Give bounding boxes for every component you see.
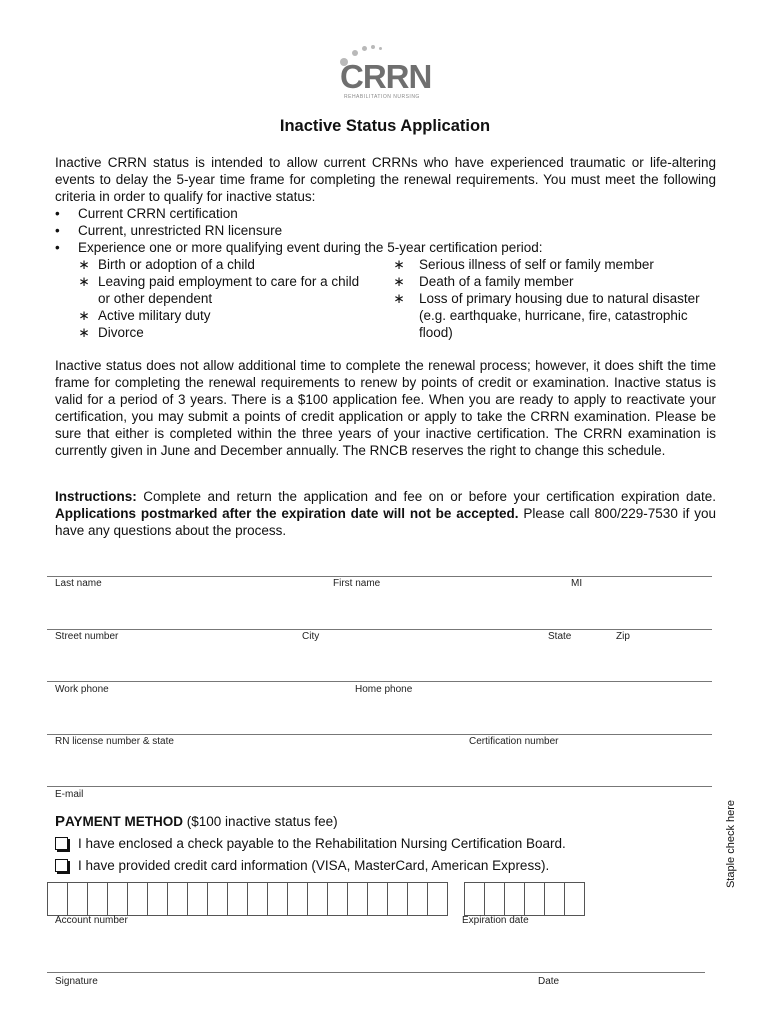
home-phone-field[interactable]: Home phone [355, 684, 413, 695]
entry-box[interactable] [387, 882, 408, 916]
state-field[interactable]: State [548, 631, 572, 642]
entry-box[interactable] [167, 882, 188, 916]
asterisk-icon: ∗ [393, 274, 405, 289]
form-rule [47, 734, 712, 735]
entry-box[interactable] [524, 882, 545, 916]
entry-box[interactable] [227, 882, 248, 916]
entry-box[interactable] [67, 882, 88, 916]
street-field[interactable]: Street number [55, 631, 119, 642]
page-title: Inactive Status Application [279, 117, 491, 135]
license-field[interactable]: RN license number & state [55, 736, 174, 747]
entry-box[interactable] [407, 882, 428, 916]
email-field[interactable]: E-mail [55, 789, 84, 800]
entry-box[interactable] [187, 882, 208, 916]
form-rule [47, 629, 712, 630]
entry-box[interactable] [347, 882, 368, 916]
signature-field[interactable]: Signature [55, 976, 98, 987]
entry-box[interactable] [247, 882, 268, 916]
form-rule [47, 681, 712, 682]
entry-box[interactable] [307, 882, 328, 916]
entry-box[interactable] [327, 882, 348, 916]
check-payment-checkbox[interactable] [55, 837, 68, 850]
date-field[interactable]: Date [538, 976, 560, 987]
asterisk-icon: ∗ [393, 257, 405, 272]
asterisk-icon: ∗ [78, 308, 90, 323]
logo-text: CRRN [340, 58, 432, 95]
instructions-paragraph: Instructions: Complete and return the application and fee on or before your certification expiration date. Applications postmarked after the expiration date will not be accepted. Please call 800/229-7530 if you have any questions about the process. [55, 489, 716, 538]
form-rule [47, 576, 712, 577]
mi-field[interactable]: MI [571, 578, 583, 589]
entry-box[interactable] [147, 882, 168, 916]
entry-box[interactable] [544, 882, 565, 916]
city-field[interactable]: City [302, 631, 320, 642]
crrn-logo [330, 44, 440, 104]
entry-box[interactable] [207, 882, 228, 916]
intro-paragraph: Inactive CRRN status is intended to allow current CRRNs who have experienced traumatic or life-altering events to delay the 5-year time frame for completing the renewal requirements. You must meet the following criteria in order to qualify for inactive status: [55, 155, 716, 204]
staple-check-note: Staple check here [725, 799, 737, 889]
bullet-icon: • [55, 206, 60, 221]
asterisk-icon: ∗ [78, 257, 90, 272]
expiration-date-label: Expiration date [462, 915, 529, 926]
card-payment-checkbox[interactable] [55, 859, 68, 872]
logo-tagline: REHABILITATION NURSING [344, 94, 420, 100]
work-phone-field[interactable]: Work phone [55, 684, 109, 695]
zip-field[interactable]: Zip [616, 631, 630, 642]
asterisk-icon: ∗ [78, 274, 90, 289]
form-rule [47, 786, 712, 787]
bullet-icon: • [55, 223, 60, 238]
expiration-date-boxes[interactable] [465, 882, 585, 914]
entry-box[interactable] [87, 882, 108, 916]
first-name-field[interactable]: First name [333, 578, 381, 589]
payment-method-title: PAYMENT METHOD ($100 inactive status fee) [55, 813, 338, 830]
asterisk-icon: ∗ [78, 325, 90, 340]
asterisk-icon: ∗ [393, 291, 405, 306]
entry-box[interactable] [484, 882, 505, 916]
instructions-warning: Applications postmarked after the expiration date will not be accepted. [55, 506, 519, 521]
certification-number-field[interactable]: Certification number [469, 736, 559, 747]
policy-paragraph: Inactive status does not allow additional time to complete the renewal process; however, it does shift the time frame for completing the renewal requirements to renew by points of credit or examination. Inactive status is valid for a period of 3 years. There is a $100 application fee. When you are ready to apply to reactivate your certification, you may submit a points of credit application or apply to take the CRRN examination. Please be sure that either is completed within the three years of your inactive certification. The CRRN examination is currently given in June and December annually. The RNCB reserves the right to change this schedule. [55, 358, 716, 458]
entry-box[interactable] [427, 882, 448, 916]
entry-box[interactable] [107, 882, 128, 916]
account-number-label: Account number [55, 915, 128, 926]
entry-box[interactable] [47, 882, 68, 916]
last-name-field[interactable]: Last name [55, 578, 102, 589]
entry-box[interactable] [504, 882, 525, 916]
entry-box[interactable] [127, 882, 148, 916]
account-number-boxes[interactable] [48, 882, 448, 914]
entry-box[interactable] [564, 882, 585, 916]
entry-box[interactable] [267, 882, 288, 916]
instructions-label: Instructions: [55, 489, 137, 504]
bullet-icon: • [55, 240, 60, 255]
signature-rule [47, 972, 705, 973]
entry-box[interactable] [367, 882, 388, 916]
entry-box[interactable] [464, 882, 485, 916]
entry-box[interactable] [287, 882, 308, 916]
